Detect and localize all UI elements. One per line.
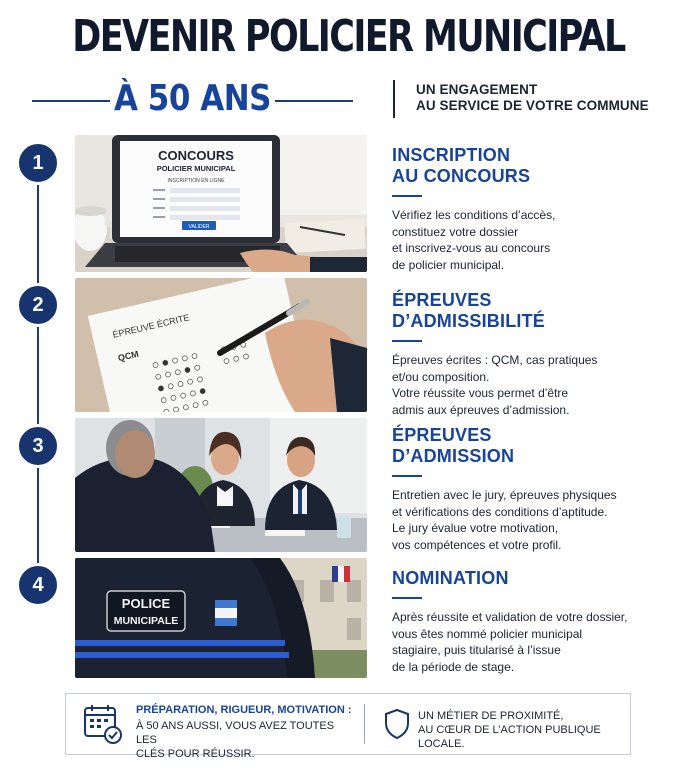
step-2-description: Épreuves écrites : QCM, cas pratiques et/ou composition. Votre réussite vous permet d’être admis aux épreuves d’admission. [392, 353, 598, 417]
step-1-description: Vérifiez les conditions d’accès, constituez votre dossier et inscrivez-vous au concours de policier municipal. [392, 208, 556, 272]
tagline-separator [393, 80, 395, 118]
uniform-illustration [75, 558, 367, 678]
exam-illustration [75, 278, 367, 412]
calendar-check-icon [83, 703, 123, 745]
step-2-rule [392, 340, 422, 342]
step-1-image [75, 135, 367, 272]
patch-line-1: POLICE [121, 596, 171, 611]
subtitle-age: À 50 ANS [114, 78, 271, 120]
footer-left-text: À 50 ANS AUSSI, VOUS AVEZ TOUTES LES CLÉS POUR RÉUSSIR. [136, 720, 335, 760]
step-2-title: ÉPREUVES D’ADMISSIBILITÉ [392, 290, 546, 331]
paper-title: ÉPREUVE ÉCRITE [111, 312, 191, 340]
step-4-image [75, 558, 367, 678]
step-1-badge: 1 [16, 141, 60, 185]
step-3-badge: 3 [16, 424, 60, 468]
subtitle-row [0, 74, 697, 124]
screen-subtitle: POLICIER MUNICIPAL [156, 164, 236, 173]
timeline-line [37, 165, 39, 585]
screen-title: CONCOURS [158, 148, 234, 163]
step-3-text [392, 425, 682, 553]
interview-illustration [75, 418, 367, 552]
tagline-line-1: UN ENGAGEMENT [416, 82, 538, 97]
step-4-rule [392, 597, 422, 599]
step-3-image [75, 418, 367, 552]
step-4-description: Après réussite et validation de votre dossier, vous êtes nommé policier municipal stagiaire, puis titularisé à l’issue de la période de stage. [392, 610, 628, 674]
screen-caption: INSCRIPTION EN LIGNE [167, 178, 225, 184]
footer-separator [364, 704, 365, 744]
step-1-text [392, 145, 682, 273]
shield-icon [384, 708, 410, 740]
footer-kicker: PRÉPARATION, RIGUEUR, MOTIVATION : [136, 704, 352, 716]
step-2-badge: 2 [16, 283, 60, 327]
step-1-title: INSCRIPTION AU CONCOURS [392, 145, 531, 186]
step-2-image [75, 278, 367, 412]
subtitle-rule-left [32, 100, 110, 102]
screen-button: VALIDER [188, 224, 210, 230]
tagline [416, 82, 686, 114]
step-3-rule [392, 475, 422, 477]
tagline-line-2: AU SERVICE DE VOTRE COMMUNE [416, 98, 649, 113]
paper-label: QCM [116, 348, 140, 364]
step-3-title: ÉPREUVES D’ADMISSION [392, 425, 515, 466]
step-4-title: NOMINATION [392, 568, 509, 588]
step-3-description: Entretien avec le jury, épreuves physiques et vérifications des conditions d’aptitude. Le jury évalue votre motivation, vos compétences et votre profil. [392, 488, 617, 552]
subtitle-rule-right [275, 100, 353, 102]
step-4-text [392, 568, 682, 675]
footer-box [65, 693, 631, 760]
step-4-badge: 4 [16, 563, 60, 607]
footer-right-text: UN MÉTIER DE PROXIMITÉ, AU CŒUR DE L’ACTION PUBLIQUE LOCALE. [418, 710, 601, 750]
laptop-illustration [75, 135, 367, 272]
page-title: DEVENIR POLICIER MUNICIPAL [72, 12, 625, 62]
patch-line-2: MUNICIPALE [113, 615, 179, 627]
step-1-rule [392, 195, 422, 197]
step-2-text [392, 290, 682, 418]
